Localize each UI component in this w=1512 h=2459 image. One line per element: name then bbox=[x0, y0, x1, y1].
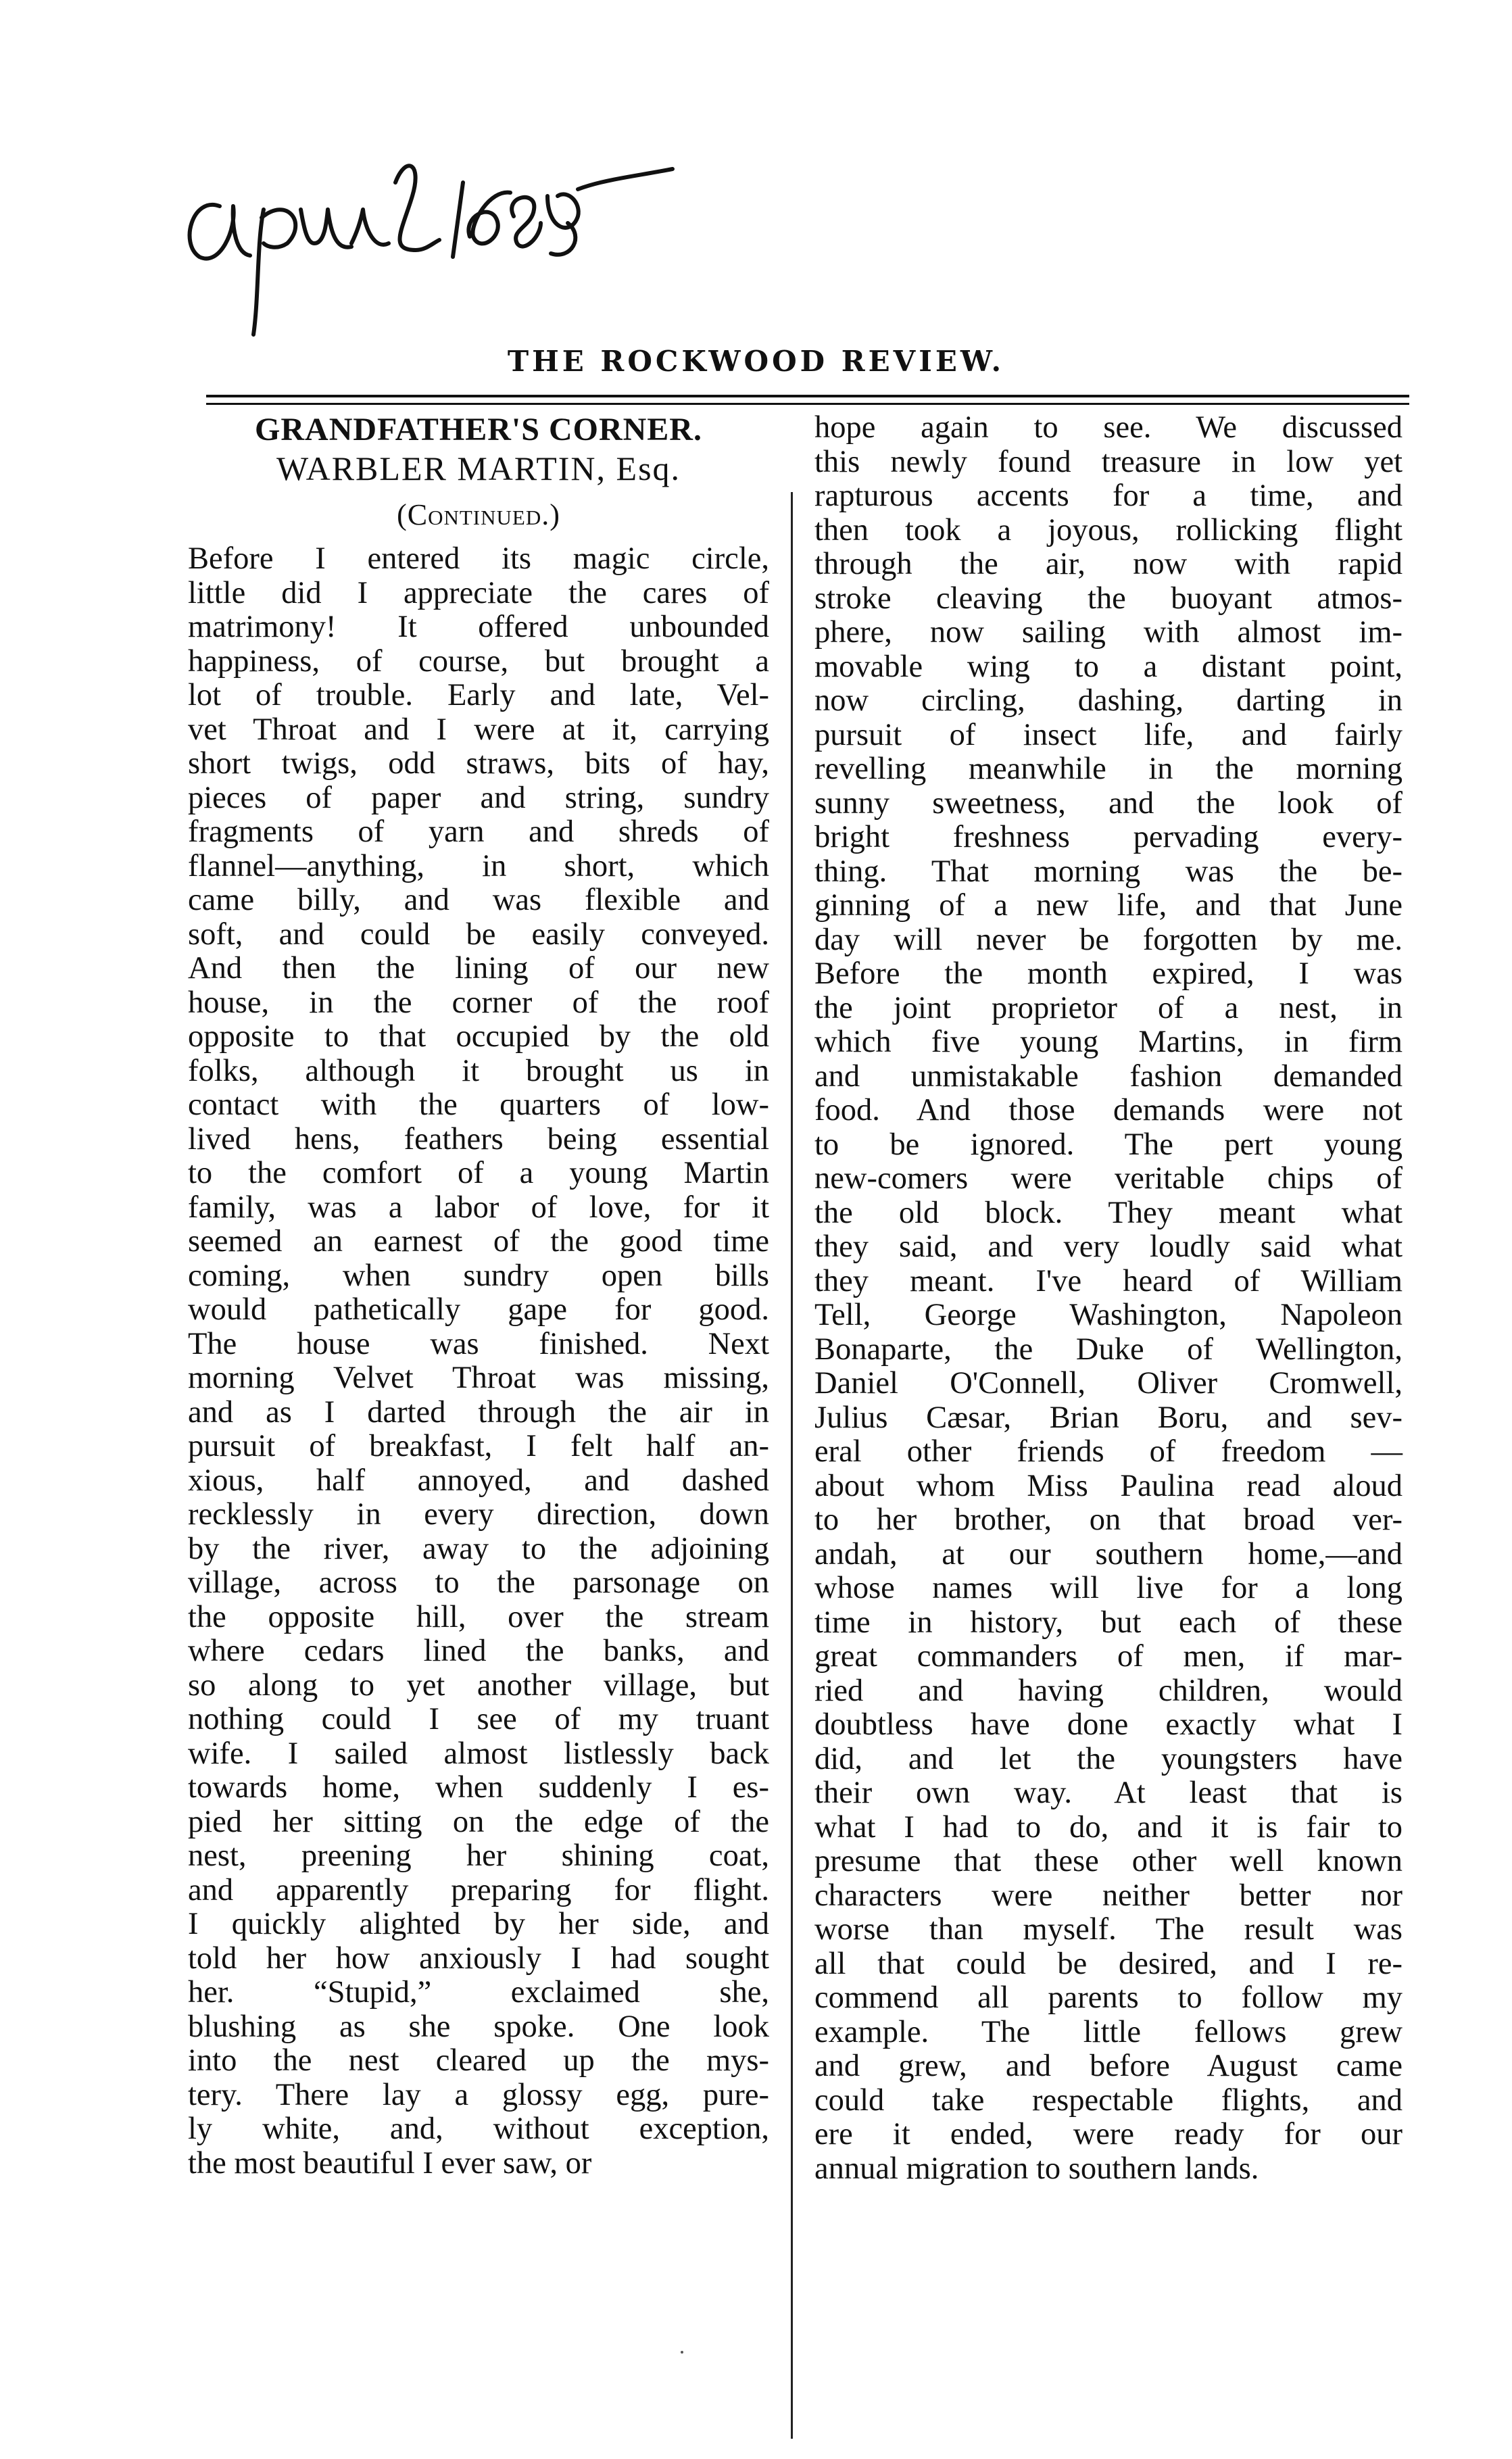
text-line: new-comers were veritable chips of bbox=[814, 1161, 1403, 1196]
text-line: worse than myself. The result was bbox=[814, 1912, 1403, 1947]
text-line: pursuit of breakfast, I felt half an- bbox=[188, 1429, 769, 1463]
column-divider bbox=[791, 492, 793, 2439]
text-line: through the air, now with rapid bbox=[814, 547, 1403, 581]
text-line: time in history, but each of these bbox=[814, 1605, 1403, 1640]
text-line: contact with the quarters of low- bbox=[188, 1088, 769, 1122]
text-line: ly white, and, without exception, bbox=[188, 2112, 769, 2146]
text-line: thing. That morning was the be- bbox=[814, 854, 1403, 889]
right-column bbox=[814, 411, 1403, 2186]
text-line: did, and let the youngsters have bbox=[814, 1741, 1403, 1776]
text-line: commend all parents to follow my bbox=[814, 1980, 1403, 2015]
text-line: stroke cleaving the buoyant atmos- bbox=[814, 581, 1403, 616]
text-line: blushing as she spoke. One look bbox=[188, 2009, 769, 2044]
text-line: they said, and very loudly said what bbox=[814, 1230, 1403, 1264]
text-line: annual migration to southern lands. bbox=[814, 2151, 1259, 2186]
text-line: wife. I sailed almost listlessly back bbox=[188, 1736, 769, 1771]
text-line: opposite to that occupied by the old bbox=[188, 1019, 769, 1054]
text-line: what I had to do, and it is fair to bbox=[814, 1809, 1403, 1845]
article-author: WARBLER MARTIN, Esq. bbox=[276, 449, 681, 487]
text-line: their own way. At least that is bbox=[814, 1776, 1403, 1810]
text-line: soft, and could be easily conveyed. bbox=[188, 917, 769, 952]
text-line: recklessly in every direction, down bbox=[188, 1497, 769, 1532]
text-line: sunny sweetness, and the look of bbox=[814, 785, 1403, 821]
text-line: lived hens, feathers being essential bbox=[188, 1121, 769, 1157]
text-line: all that could be desired, and I re- bbox=[814, 1946, 1403, 1981]
text-line: matrimony! It offered unbounded bbox=[188, 610, 769, 644]
text-line: movable wing to a distant point, bbox=[814, 649, 1403, 684]
masthead-rule-bottom bbox=[206, 403, 1409, 405]
text-line: doubtless have done exactly what I bbox=[814, 1707, 1403, 1742]
text-line: her. “Stupid,” exclaimed she, bbox=[188, 1975, 769, 2010]
text-line: tery. There lay a glossy egg, pure- bbox=[188, 2077, 769, 2112]
text-line: Daniel O'Connell, Oliver Cromwell, bbox=[814, 1366, 1403, 1401]
text-line: so along to yet another village, but bbox=[188, 1667, 769, 1703]
text-line: where cedars lined the banks, and bbox=[188, 1634, 769, 1668]
text-line: village, across to the parsonage on bbox=[188, 1565, 769, 1600]
text-line: this newly found treasure in low yet bbox=[814, 444, 1403, 479]
text-line: I quickly alighted by her side, and bbox=[188, 1907, 769, 1941]
text-line: the old block. They meant what bbox=[814, 1195, 1403, 1230]
text-line: andah, at our southern home,—and bbox=[814, 1536, 1403, 1572]
text-line: vet Throat and I were at it, carrying bbox=[188, 712, 769, 747]
right-column-text bbox=[814, 411, 1403, 2186]
text-line: and unmistakable fashion demanded bbox=[814, 1058, 1403, 1094]
text-line: seemed an earnest of the good time bbox=[188, 1224, 769, 1259]
text-line: would pathetically gape for good. bbox=[188, 1292, 769, 1327]
text-line: Before the month expired, I was bbox=[814, 956, 1403, 991]
text-line: and apparently preparing for flight. bbox=[188, 1872, 769, 1907]
text-line: the opposite hill, over the stream bbox=[188, 1599, 769, 1634]
text-line: The house was finished. Next bbox=[188, 1326, 769, 1361]
text-line: and grew, and before August came bbox=[814, 2049, 1403, 2083]
text-line: Bonaparte, the Duke of Wellington, bbox=[814, 1332, 1403, 1367]
text-line: bright freshness pervading every- bbox=[814, 820, 1403, 854]
stray-mark bbox=[681, 2351, 683, 2354]
text-line: and as I darted through the air in bbox=[188, 1394, 769, 1430]
text-line: to the comfort of a young Martin bbox=[188, 1156, 769, 1190]
left-column-text bbox=[188, 542, 769, 2181]
text-line: happiness, of course, but brought a bbox=[188, 643, 769, 679]
text-line: fragments of yarn and shreds of bbox=[188, 814, 769, 849]
text-line: ere it ended, were ready for our bbox=[814, 2117, 1403, 2151]
text-line: lot of trouble. Early and late, Vel- bbox=[188, 678, 769, 712]
text-line: ginning of a new life, and that June bbox=[814, 888, 1403, 923]
text-line: house, in the corner of the roof bbox=[188, 985, 769, 1020]
text-line: xious, half annoyed, and dashed bbox=[188, 1463, 769, 1498]
text-line: great commanders of men, if mar- bbox=[814, 1639, 1403, 1674]
masthead: THE ROCKWOOD REVIEW. bbox=[507, 345, 1005, 378]
text-line: food. And those demands were not bbox=[814, 1093, 1403, 1127]
text-line: pied her sitting on the edge of the bbox=[188, 1804, 769, 1839]
text-line: pieces of paper and string, sundry bbox=[188, 780, 769, 815]
text-line: phere, now sailing with almost im- bbox=[814, 615, 1403, 650]
text-line: to be ignored. The pert young bbox=[814, 1127, 1403, 1162]
text-line: hope again to see. We discussed bbox=[814, 410, 1403, 445]
text-line: And then the lining of our new bbox=[188, 951, 769, 985]
text-line: short twigs, odd straws, bits of hay, bbox=[188, 746, 769, 781]
text-line: Before I entered its magic circle, bbox=[188, 541, 769, 576]
text-line: rapturous accents for a time, and bbox=[814, 479, 1403, 513]
text-line: family, was a labor of love, for it bbox=[188, 1190, 769, 1225]
masthead-rule-top bbox=[206, 395, 1409, 397]
text-line: nest, preening her shining coat, bbox=[188, 1839, 769, 1873]
text-line: whose names will live for a long bbox=[814, 1571, 1403, 1605]
text-line: to her brother, on that broad ver- bbox=[814, 1503, 1403, 1537]
handwritten-date-note bbox=[172, 142, 754, 345]
text-line: nothing could I see of my truant bbox=[188, 1702, 769, 1736]
text-line: pursuit of insect life, and fairly bbox=[814, 717, 1403, 752]
text-line: told her how anxiously I had sought bbox=[188, 1941, 769, 1976]
text-line: ried and having children, would bbox=[814, 1673, 1403, 1708]
text-line: little did I appreciate the cares of bbox=[188, 575, 769, 610]
text-line: towards home, when suddenly I es- bbox=[188, 1770, 769, 1805]
text-line: they meant. I've heard of William bbox=[814, 1263, 1403, 1298]
article-title: GRANDFATHER'S CORNER. bbox=[255, 412, 702, 447]
text-line: by the river, away to the adjoining bbox=[188, 1531, 769, 1566]
left-column bbox=[188, 411, 769, 2181]
text-line: about whom Miss Paulina read aloud bbox=[814, 1468, 1403, 1503]
continued-label: (Continued.) bbox=[397, 498, 560, 531]
text-line: the most beautiful I ever saw, or bbox=[188, 2145, 592, 2181]
text-line: flannel—anything, in short, which bbox=[188, 848, 769, 883]
text-line: folks, although it brought us in bbox=[188, 1053, 769, 1088]
text-line: could take respectable flights, and bbox=[814, 2083, 1403, 2118]
text-line: day will never be forgotten by me. bbox=[814, 922, 1403, 957]
text-line: morning Velvet Throat was missing, bbox=[188, 1361, 769, 1395]
text-line: presume that these other well known bbox=[814, 1844, 1403, 1878]
text-line: then took a joyous, rollicking flight bbox=[814, 512, 1403, 547]
text-line: revelling meanwhile in the morning bbox=[814, 752, 1403, 786]
text-line: coming, when sundry open bills bbox=[188, 1258, 769, 1293]
text-line: Julius Cæsar, Brian Boru, and sev- bbox=[814, 1400, 1403, 1435]
text-line: Tell, George Washington, Napoleon bbox=[814, 1298, 1403, 1332]
text-line: now circling, dashing, darting in bbox=[814, 683, 1403, 718]
text-line: example. The little fellows grew bbox=[814, 2014, 1403, 2049]
text-line: eral other friends of freedom — bbox=[814, 1434, 1403, 1469]
text-line: the joint proprietor of a nest, in bbox=[814, 990, 1403, 1025]
text-line: into the nest cleared up the mys- bbox=[188, 2043, 769, 2078]
text-line: came billy, and was flexible and bbox=[188, 883, 769, 917]
text-line: characters were neither better nor bbox=[814, 1878, 1403, 1913]
text-line: which five young Martins, in firm bbox=[814, 1025, 1403, 1059]
